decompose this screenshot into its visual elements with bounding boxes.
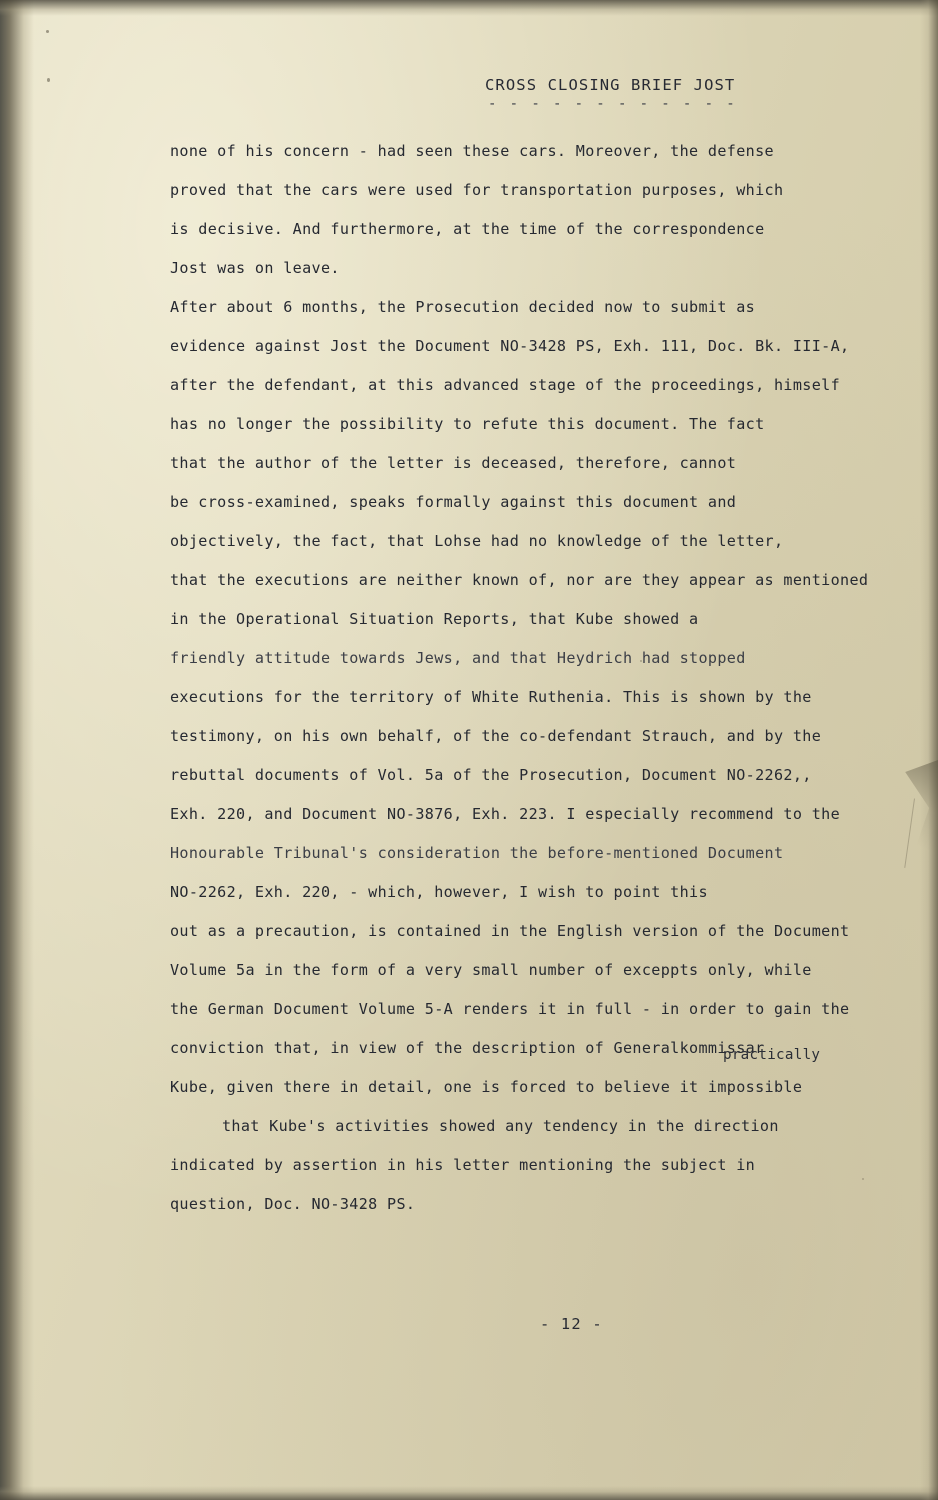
body-line: Jost was on leave.	[170, 259, 340, 277]
body-line: After about 6 months, the Prosecution decided now to submit as	[170, 298, 756, 316]
body-line: after the defendant, at this advanced stage of the proceedings, himself	[170, 376, 841, 394]
body-line: executions for the territory of White Ruthenia. This is shown by the	[170, 688, 812, 706]
body-line: Kube, given there in detail, one is forced to believe it impossible	[170, 1078, 803, 1096]
body-line: proved that the cars were used for transportation purposes, which	[170, 181, 784, 199]
page-header-title: CROSS CLOSING BRIEF JOST	[485, 76, 736, 94]
body-line: out as a precaution, is contained in the English version of the Document	[170, 922, 850, 940]
page-header-underline: - - - - - - - - - - - -	[488, 96, 738, 112]
body-line: objectively, the fact, that Lohse had no knowledge of the letter,	[170, 532, 784, 550]
body-line: none of his concern - had seen these cars. Moreover, the defense	[170, 142, 774, 160]
interlinear-correction: practically	[723, 1047, 821, 1063]
body-line: Honourable Tribunal's consideration the before-mentioned Document	[170, 844, 784, 862]
body-line: that the executions are neither known of, nor are they appear as mentioned	[170, 571, 869, 589]
body-line: Volume 5a in the form of a very small number of exceppts only, while	[170, 961, 812, 979]
body-line: evidence against Jost the Document NO-3428 PS, Exh. 111, Doc. Bk. III-A,	[170, 337, 850, 355]
body-line: Exh. 220, and Document NO-3876, Exh. 223. I especially recommend to the	[170, 805, 841, 823]
body-line: in the Operational Situation Reports, that Kube showed a	[170, 610, 699, 628]
body-line: testimony, on his own behalf, of the co-defendant Strauch, and by the	[170, 727, 822, 745]
body-line: that Kube's activities showed any tendency in the direction	[222, 1117, 779, 1135]
body-line: that the author of the letter is deceased, therefore, cannot	[170, 454, 737, 472]
body-line: is decisive. And furthermore, at the time of the correspondence	[170, 220, 765, 238]
page-number: - 12 -	[540, 1315, 603, 1333]
body-line: friendly attitude towards Jews, and that Heydrich had stopped	[170, 649, 746, 667]
body-line: conviction that, in view of the description of Generalkommissar	[170, 1039, 765, 1057]
body-line: NO-2262, Exh. 220, - which, however, I wish to point this	[170, 883, 708, 901]
body-line: indicated by assertion in his letter mentioning the subject in	[170, 1156, 756, 1174]
body-line: has no longer the possibility to refute this document. The fact	[170, 415, 765, 433]
body-line: rebuttal documents of Vol. 5a of the Prosecution, Document NO-2262,,	[170, 766, 812, 784]
body-line: be cross-examined, speaks formally against this document and	[170, 493, 737, 511]
body-line: the German Document Volume 5-A renders it in full - in order to gain the	[170, 1000, 850, 1018]
body-line: question, Doc. NO-3428 PS.	[170, 1195, 416, 1213]
